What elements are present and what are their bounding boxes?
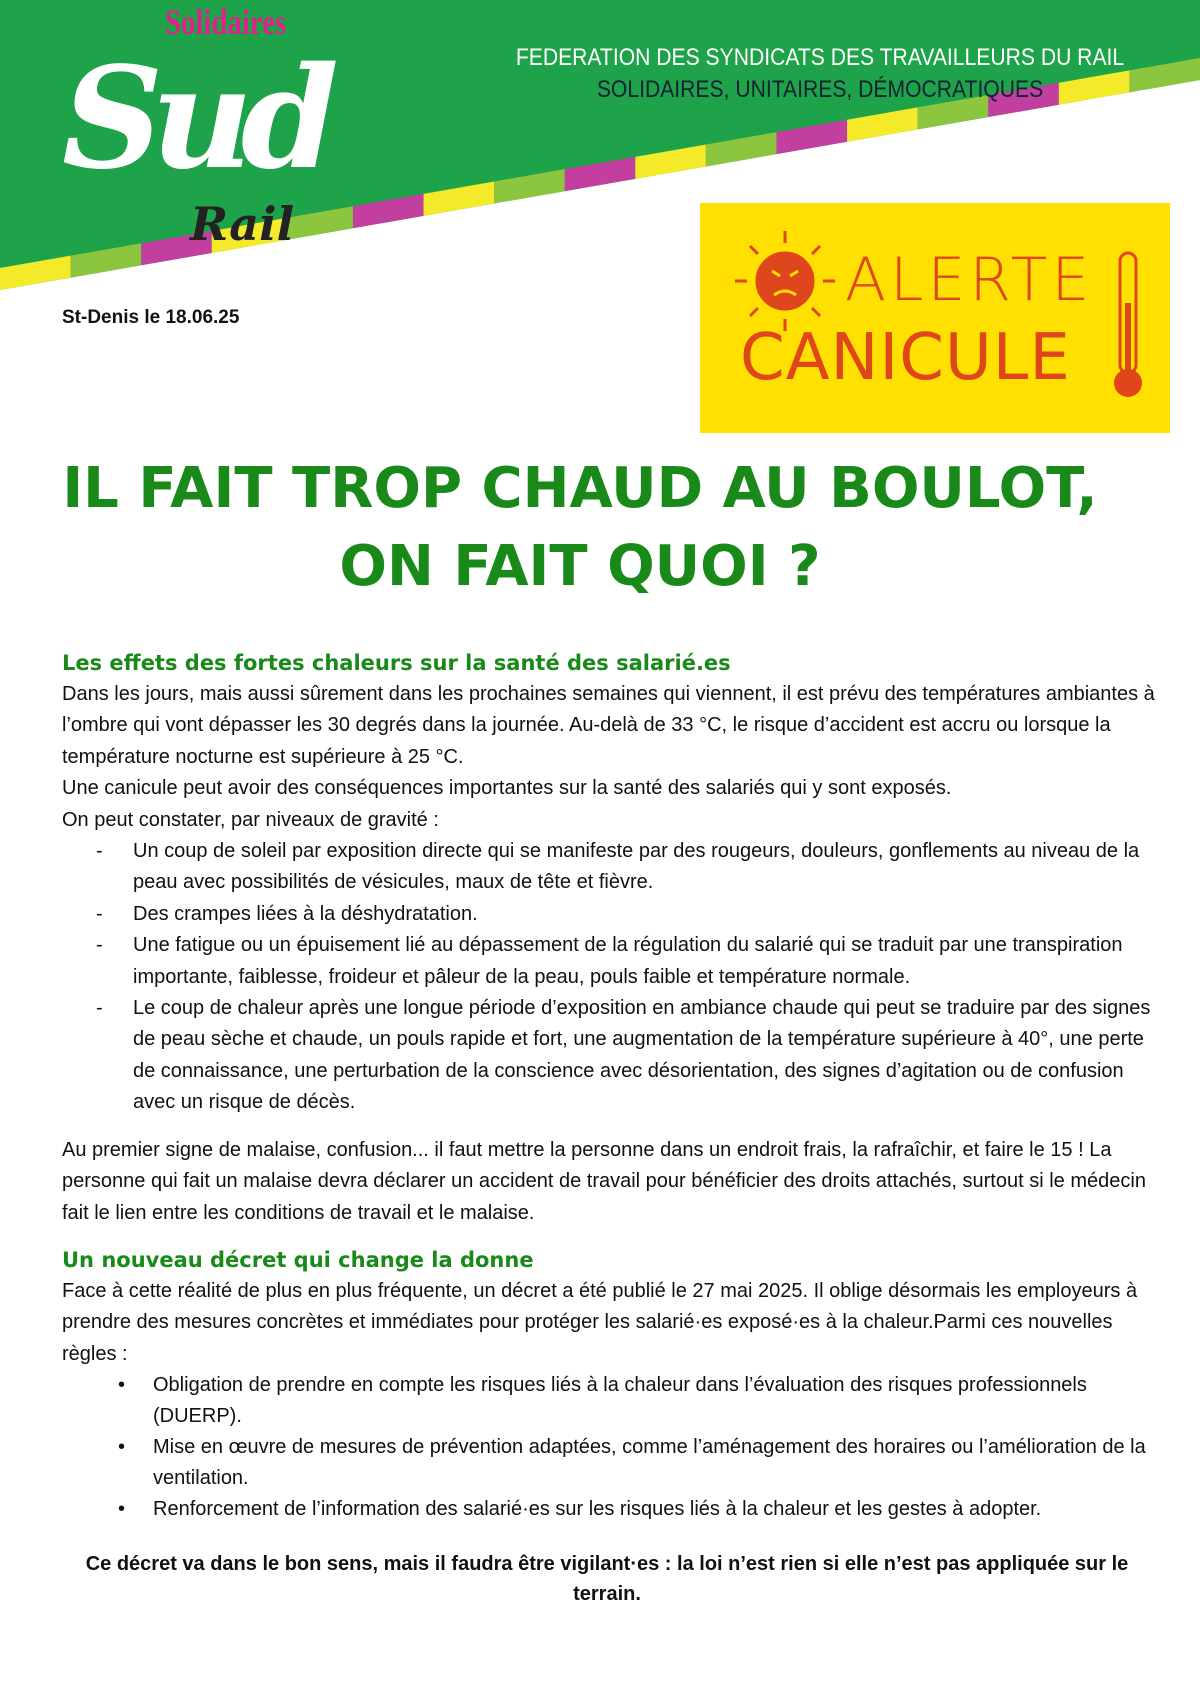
title-line-2: ON FAIT QUOI ? (339, 534, 821, 599)
list-item: • Obligation de prendre en compte les risques liés à la chaleur dans l’évaluation des risques professionnels (DUERP). (62, 1370, 1162, 1432)
canicule-word: CANICULE (740, 321, 1071, 395)
title-line-1: IL FAIT TROP CHAUD AU BOULOT, (62, 456, 1098, 521)
paragraph: Face à cette réalité de plus en plus fréquente, un décret a été publié le 27 mai 2025. Il oblige désormais les employeurs à prendre des mesures concrètes et immédiates pour protéger les salarié·es exposé·es à la chaleur.Parmi ces nouvelles règles : (62, 1279, 1138, 1365)
paragraph: On peut constater, par niveaux de gravité : (62, 808, 439, 831)
list-item: - Une fatigue ou un épuisement lié au dépassement de la régulation du salarié qui se traduit par une transpiration importante, faiblesse, froideur et pâleur de la peau, pouls faible et température normale. (62, 930, 1162, 993)
list-item: - Le coup de chaleur après une longue période d’exposition en ambiance chaude qui peut se traduire par des signes de peau sèche et chaude, un pouls rapide et fort, une augmentation de la température supérieure à 40°, une perte de connaissance, une perturbation de la conscience avec désorientation, des signes d’agitation ou de confusion avec un risque de décès. (62, 993, 1162, 1119)
angry-sun-icon (735, 231, 835, 331)
solidaires-logo: Solidaires (165, 2, 287, 42)
paragraph: Dans les jours, mais aussi sûrement dans les prochaines semaines qui viennent, il est prévu des températures ambiantes à l’ombre qui vont dépasser les 30 degrés dans la journée. Au-delà de 33 °C, le risque d’accident est accru ou lorsque la température nocturne est supérieure à 25 °C. (62, 683, 1155, 768)
paragraph: Une canicule peut avoir des conséquences importantes sur la santé des salariés qui y sont exposés. (62, 777, 952, 800)
conclusion: Ce décret va dans le bon sens, mais il faudra être vigilant·es : la loi n’est rien si elle n’est pas appliquée sur le terrain. (85, 1553, 1129, 1606)
list-item: - Un coup de soleil par exposition directe qui se manifeste par des rougeurs, douleurs, gonflements au niveau de la peau avec possibilités de vésicules, maux de tête et fièvre. (62, 836, 1162, 899)
paragraph-advice: Au premier signe de malaise, confusion... il faut mettre la personne dans un endroit frais, la rafraîchir, et faire le 15 ! La personne qui fait un malaise devra déclarer un accident de travail pour bénéficier des droits attachés, surtout si le médecin fait le lien entre les conditions de travail et le malaise. (62, 1138, 1146, 1224)
rules-list (62, 1370, 1162, 1525)
page-title (0, 450, 1160, 606)
severity-list (62, 836, 1162, 1119)
sud-logo: Sud (62, 37, 327, 201)
heatwave-alert-banner (700, 203, 1170, 433)
date-line: St-Denis le 18.06.25 (62, 307, 240, 328)
list-item: • Mise en œuvre de mesures de prévention adaptées, comme l’aménagement des horaires ou l’amélioration de la ventilation. (62, 1432, 1162, 1494)
article-body (62, 648, 1162, 1609)
federation-subtitle: SOLIDAIRES, UNITAIRES, DÉMOCRATIQUES (596, 76, 1044, 103)
rail-logo: Rail (190, 197, 295, 251)
federation-name: FEDERATION DES SYNDICATS DES TRAVAILLEURS DU RAIL (515, 44, 1125, 71)
section-heading-decree: Un nouveau décret qui change la donne (62, 1247, 534, 1272)
list-item: • Renforcement de l’information des salarié·es sur les risques liés à la chaleur et les gestes à adopter. (62, 1494, 1162, 1525)
section-heading-effects: Les effets des fortes chaleurs sur la santé des salarié.es (62, 651, 731, 675)
thermometer-icon (1114, 253, 1142, 397)
list-item: - Des crampes liées à la déshydratation. (62, 899, 1162, 930)
alert-word: ALERTE (845, 245, 1094, 315)
